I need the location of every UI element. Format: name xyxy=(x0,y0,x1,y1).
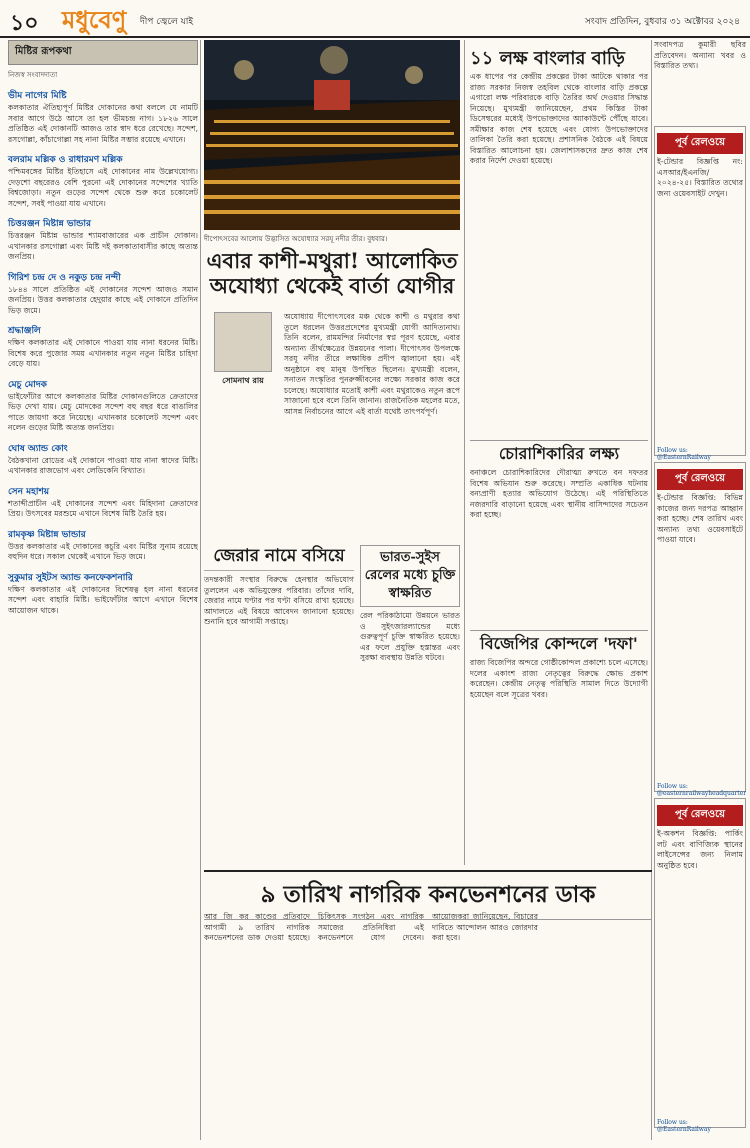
ad-title: পূর্ব রেলওয়ে xyxy=(657,805,743,826)
lamps-photo-icon xyxy=(204,40,460,230)
feature-subhead: গিরিশ চন্দ্র দে ও নকুড় চন্দ্র নন্দী xyxy=(8,272,121,283)
feature-subhead: বলরাম মল্লিক ও রাধারমণ মল্লিক xyxy=(8,155,123,165)
feature-paragraph: শতাব্দীপ্রাচীন এই দোকানের সন্দেশ এবং মিহিদানা ক্রেতাদের প্রিয়। উৎসবের মরশুমে এখানে বিশেষ মিষ্টি তৈরি হয়। xyxy=(8,498,198,518)
story3-headline: চোরাশিকারির লক্ষ্য xyxy=(470,440,648,464)
byline: নিজস্ব সংবাদদাতা xyxy=(8,71,58,79)
feature-banner: মিষ্টির রূপকথা xyxy=(8,40,198,65)
story6 xyxy=(360,545,460,861)
feature-paragraph: ভাইফোঁটার আগে কলকাতার মিষ্টির দোকানগুলিতে ক্রেতাদের ভিড় দেখা যায়। মেচু মোদকের সন্দেশ বহু বছর ধরে বাঙালির পাতে জায়গা করে নিয়েছে। এখানকার চকোলেট সন্দেশ এবং নলেন গুড়ের মিষ্টি অত্যন্ত জনপ্রিয়। xyxy=(8,391,198,432)
feature-paragraph: উত্তর কলকাতার এই দোকানের কচুরি এবং মিষ্টির সুনাম রয়েছে বহুদিন ধরে। সকাল থেকেই এখানে ভিড় জমে। xyxy=(8,541,198,561)
story3-body: বনাঞ্চলে চোরাশিকারিদের দৌরাত্ম্য রুখতে বন দফতর বিশেষ অভিযান শুরু করেছে। সম্প্রতি একাধিক ঘটনায় বন্যপ্রাণী হত্যার অভিযোগ উঠেছে। এই পরিস্থিতিতে নজরদারি বাড়ানো হয়েছে এবং স্থানীয় বাসিন্দাদের সচেতন করা হচ্ছে। xyxy=(470,468,648,519)
column-rule xyxy=(464,40,465,865)
feature-subhead: সুকুমার সুইটস অ্যান্ড কনফেকশনারি xyxy=(8,572,133,583)
feature-subhead: চিত্তরঞ্জন মিষ্টান্ন ভান্ডার xyxy=(8,219,91,229)
feature-subhead: মেচু মোদক xyxy=(8,379,47,390)
right-column xyxy=(654,40,746,1140)
page-number: ১০ xyxy=(10,10,39,36)
lead-headline: এবার কাশী-মথুরা! আলোকিত অযোধ্যা থেকেই বার্তা যোগীর xyxy=(206,248,458,298)
feature-subhead: ঘোষ অ্যান্ড কোং xyxy=(8,443,68,454)
story5 xyxy=(204,545,354,835)
ad-footer: Follow us: @EasternRailway xyxy=(657,447,711,461)
lead-body: অযোধ্যায় দীপোৎসবের মঞ্চ থেকে কাশী ও মথুরার কথা তুলে ধরলেন উত্তরপ্রদেশের মুখ্যমন্ত্রী যোগী আদিত্যনাথ। তিনি বলেন, রামমন্দির নির্মাণের স্বপ্ন পূরণ হয়েছে, এবার অন্যান্য তীর্থক্ষেত্রের উন্নয়নের পালা। দীপোৎসব উপলক্ষে সরযূ নদীর তীরে লক্ষাধিক প্রদীপ জ্বালানো হয়। এই অনুষ্ঠানে বহু মানুষ উপস্থিত ছিলেন। মুখ্যমন্ত্রী বলেন, সনাতন সংস্কৃতির পুনরুজ্জীবনের লক্ষ্যে সরকার কাজ করে চলেছে। অযোধ্যার মতোই কাশী এবং মথুরাকেও নতুন রূপে সাজানো হবে বলে তিনি জানান। রাজনৈতিক মহলের মতে, আসন্ন নির্বাচনের আগে এই বার্তা যথেষ্ট তাৎপর্যপূর্ণ। xyxy=(284,312,460,416)
feature-subhead: ভীম নাগের মিষ্টি xyxy=(8,91,67,101)
feature-paragraph: বৈঠকখানা রোডের এই দোকানে পাওয়া যায় নানা স্বাদের মিষ্টি। এখানকার রাজভোগ এবং লেডিকেনি বিখ্যাত। xyxy=(8,455,198,475)
lead-photo xyxy=(204,40,460,230)
feature-paragraph: কলকাতার ঐতিহ্যপূর্ণ মিষ্টির দোকানের কথা বললে যে নামটি সবার আগে উঠে আসে তা হল ভীমচন্দ্র নাগ। ১৮২৬ সালে প্রতিষ্ঠিত এই দোকানটি আজও তার স্বাদ ধরে রেখেছে। সন্দেশ, রসগোল্লা, কাঁচাগোল্লা সহ নানা মিষ্টির সম্ভার রয়েছে এখানে। xyxy=(8,103,198,144)
author-name: সোমনাথ রায় xyxy=(222,375,264,385)
railway-ad xyxy=(654,462,747,797)
ad-title: পূর্ব রেলওয়ে xyxy=(657,469,743,490)
story7-body: আর জি কর কাণ্ডের প্রতিবাদে আগামী ৯ তারিখ নাগরিক কনভেনশনের ডাক দেওয়া হয়েছে। চিকিৎসক সংগঠন এবং নাগরিক সমাজের প্রতিনিধিরা এই কনভেনশনে যোগ দেবেন। আয়োজকরা জানিয়েছেন, বিচারের দাবিতে আন্দোলন আরও জোরদার করা হবে। xyxy=(204,912,538,942)
story5-body: তদন্তকারী সংস্থার বিরুদ্ধে হেনস্থার অভিযোগ তুললেন এক অভিযুক্তের পরিবার। তাঁদের দাবি, জেরার নামে ঘণ্টার পর ঘণ্টা বসিয়ে রাখা হয়েছে। আদালতে এই বিষয়ে আবেদন জানানো হয়েছে। শুনানি হবে আগামী সপ্তাহে। xyxy=(204,575,354,626)
feature-paragraph: চিত্তরঞ্জন মিষ্টান্ন ভান্ডার শ্যামবাজারের এক প্রাচীন দোকান। এখানকার রসগোল্লা এবং মিষ্টি দই কলকাতাবাসীর কাছে অত্যন্ত জনপ্রিয়। xyxy=(8,231,198,261)
railway-ad xyxy=(654,798,746,1133)
author-box xyxy=(206,312,280,388)
masthead xyxy=(0,0,750,38)
story2-body: এক ধাপের পর কেন্দ্রীয় প্রকল্পের টাকা আটকে থাকার পর রাজ্য সরকার নিজস্ব তহবিল থেকে বাংলার বাড়ি প্রকল্পে এগারো লক্ষ পরিবারকে বাড়ি তৈরির অর্থ দেওয়ার সিদ্ধান্ত নিয়েছে। মুখ্যমন্ত্রী জানিয়েছেন, প্রথম কিস্তির টাকা ডিসেম্বরের মধ্যেই উপভোক্তাদের অ্যাকাউন্টে পৌঁছে যাবে। সমীক্ষার কাজ শেষ হয়েছে এবং যোগ্য উপভোক্তাদের তালিকা তৈরি করা হয়েছে। প্রশাসনিক বৈঠকে এই বিষয়ে বিস্তারিত আলোচনা হয়। জেলাশাসকদের দ্রুত কাজ শেষ করার নির্দেশ দেওয়া হয়েছে। xyxy=(470,72,648,165)
ad-body: ই-টেন্ডার বিজ্ঞপ্তি: বিভিন্ন কাজের জন্য দরপত্র আহ্বান করা হচ্ছে। শেষ তারিখ এবং অন্যান্য তথ্য ওয়েবসাইটে পাওয়া যাবে। xyxy=(657,493,743,544)
logo: মধুবেণু xyxy=(62,6,127,34)
story5-headline: জেরার নামে বসিয়ে xyxy=(204,545,354,571)
story4-body: রাজ্য বিজেপির অন্দরে গোষ্ঠীকোন্দল প্রকাশ্যে চলে এসেছে। দলের একাংশ রাজ্য নেতৃত্বের বিরুদ্ধে ক্ষোভ প্রকাশ করেছেন। কেন্দ্রীয় নেতৃত্ব পরিস্থিতি সামাল দিতে উদ্যোগী হয়েছেন বলে সূত্রের খবর। xyxy=(470,658,648,699)
ad-footer: Follow us: @easternrailwayheadquarter xyxy=(657,783,747,797)
ad-body: ই-টেন্ডার বিজ্ঞপ্তি নং: এসআর/ইএনজি/২০২৪-২৫। বিস্তারিত তথ্যের জন্য ওয়েবসাইট দেখুন। xyxy=(657,157,743,198)
feature-subhead: শ্রদ্ধাঞ্জলি xyxy=(8,326,41,336)
story3 xyxy=(470,440,648,633)
ad-title: পূর্ব রেলওয়ে xyxy=(657,133,743,154)
sweets-feature xyxy=(8,40,198,1140)
tagline: দীপ জ্বেলে যাই xyxy=(140,17,194,27)
story7-headline: ৯ তারিখ নাগরিক কনভেনশনের ডাক xyxy=(204,870,652,920)
story6-headline: ভারত-সুইস রেলের মধ্যে চুক্তি স্বাক্ষরিত xyxy=(360,545,460,607)
ad-body: ই-অকশন বিজ্ঞপ্তি: পার্কিং লট এবং বাণিজ্যিক স্থানের লাইসেন্সের জন্য নিলাম অনুষ্ঠিত হবে। xyxy=(657,829,743,870)
column-rule xyxy=(200,40,201,1140)
dateline: সংবাদ প্রতিদিন, বুধবার ৩১ অক্টোবর ২০২৪ xyxy=(584,17,740,27)
feature-paragraph: দক্ষিণ কলকাতার এই দোকানে পাওয়া যায় নানা ধরনের মিষ্টি। বিশেষ করে পুজোর সময় এখানকার নতুন নতুন মিষ্টির চাহিদা বেড়ে যায়। xyxy=(8,338,198,368)
photo-caption: দীপোৎসবের আলোয় উদ্ভাসিত অযোধ্যার সরযূ নদীর তীর। বুধবার। xyxy=(204,235,388,243)
feature-paragraph: দক্ষিণ কলকাতার এই দোকানের বিশেষত্ব হল নানা ধরনের সন্দেশ এবং বাহারি মিষ্টি। ভাইফোঁটার আগে এখানে বিশেষ আয়োজন থাকে। xyxy=(8,584,198,615)
story2-headline: ১১ লক্ষ বাংলার বাড়ি xyxy=(470,48,625,69)
feature-subhead: সেন মহাশয় xyxy=(8,486,50,497)
story6-body: রেল পরিকাঠামো উন্নয়নে ভারত ও সুইৎজারল্যান্ডের মধ্যে গুরুত্বপূর্ণ চুক্তি স্বাক্ষরিত হয়েছে। এর ফলে প্রযুক্তি হস্তান্তর এবং সুরক্ষা ব্যবস্থায় উন্নতি ঘটবে। xyxy=(360,611,460,662)
feature-paragraph: পশ্চিমবঙ্গের মিষ্টির ইতিহাসে এই দোকানের নাম উল্লেখযোগ্য। দেড়শো বছরেরও বেশি পুরনো এই দোকানের সন্দেশের খ্যাতি বিশ্বজোড়া। নতুন গুড়ের সন্দেশ থেকে শুরু করে চকোলেট সন্দেশ, সবই পাওয়া যায় এখানে। xyxy=(8,167,198,208)
story4 xyxy=(470,630,648,858)
ads xyxy=(654,126,747,1133)
author-avatar xyxy=(214,312,272,372)
feature-sections xyxy=(8,88,198,616)
ad-footer: Follow us: @EasternRailway xyxy=(657,1119,711,1133)
col5-top-text: সংবাদপত্র কুমারী ছবির প্রতিবেদন। অন্যান্য খবর ও বিস্তারিত তথ্য। xyxy=(654,40,746,70)
feature-paragraph: ১৮৪৪ সালে প্রতিষ্ঠিত এই দোকানের সন্দেশ আজও সমান জনপ্রিয়। উত্তর কলকাতার হেদুয়ার কাছে এই দোকানে প্রতিদিন ভিড় জমে। xyxy=(8,284,198,315)
story4-headline: বিজেপির কোন্দলে 'দফা' xyxy=(470,630,648,654)
railway-ad xyxy=(654,126,746,461)
feature-subhead: রামকৃষ্ণ মিষ্টান্ন ভান্ডার xyxy=(8,529,86,540)
